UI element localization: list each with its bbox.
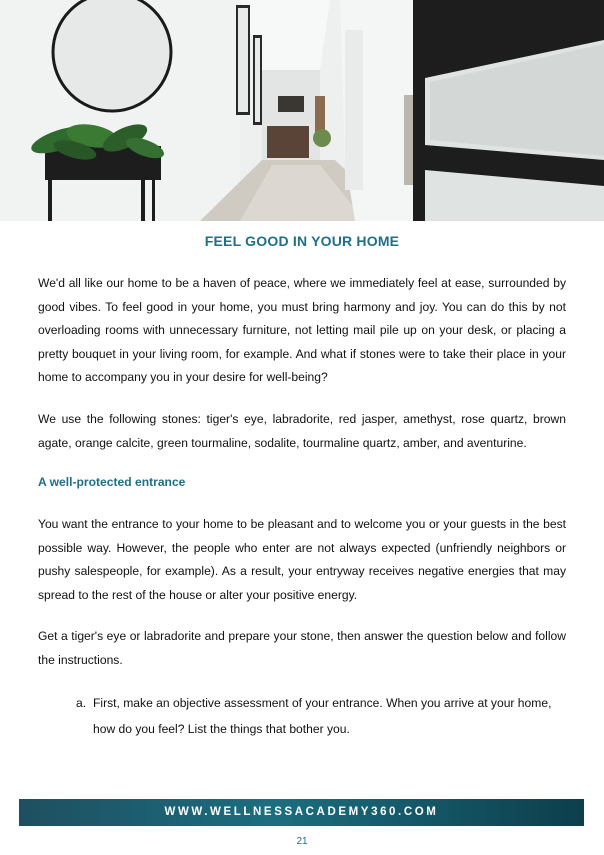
instruction-paragraph: Get a tiger's eye or labradorite and prepare your stone, then answer the question below and follow the instructions.	[38, 629, 566, 667]
page-title: FEEL GOOD IN YOUR HOME	[204, 233, 400, 249]
list-item-text: First, make an objective assessment of your entrance. When you arrive at your home, how do you feel? List the things that bother you.	[93, 696, 552, 736]
stones-paragraph: We use the following stones: tiger's eye, labradorite, red jasper, amethyst, rose quartz, brown agate, orange calcite, green tourmaline, sodalite, tourmaline quartz, amber, and aventurine.	[38, 412, 566, 450]
section-subheading: A well-protected entrance	[38, 475, 186, 489]
intro-paragraph: We'd all like our home to be a haven of peace, where we immediately feel at ease, surrounded by good vibes. To feel good in your home, you must bring harmony and joy. You can do this by not overloading rooms with unnecessary furniture, not letting mail pile up on your desk, or placing a pretty bouquet in your living room, for example. And what if stones were to take their place in your home to accompany you in your desire for well-being?	[38, 276, 566, 385]
list-item	[76, 690, 566, 742]
entrance-paragraph: You want the entrance to your home to be pleasant and to welcome you or your guests in the best possible way. However, the people who enter are not always expected (unfriendly neighbors or pushy salespeople, for example). As a result, your entryway receives negative energies that may spread to the rest of the house or alter your positive energy.	[38, 517, 566, 602]
list-marker: a.	[76, 696, 87, 710]
footer-website-banner: WWW.WELLNESSACADEMY360.COM	[19, 799, 584, 826]
hallway-photo	[0, 0, 604, 221]
page-number: 21	[296, 836, 308, 847]
